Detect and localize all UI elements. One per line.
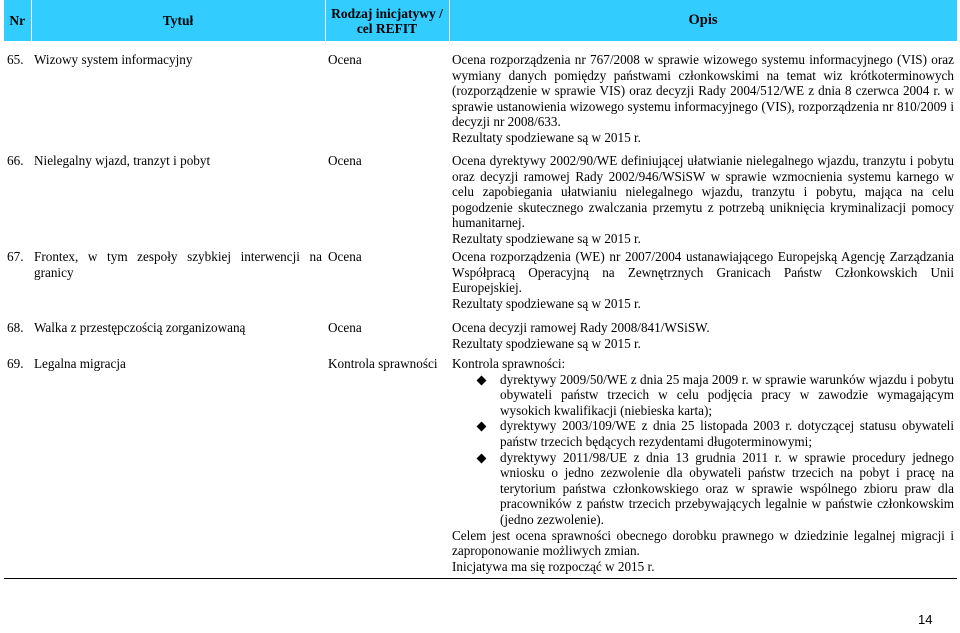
description-text: Ocena rozporządzenia (WE) nr 2007/2004 ustanawiającego Europejską Agencję Zarządzania Współpracą Operacyjną na Zewnętrznych Granicach Państw Członkowskich Unii Europejskiej.	[452, 249, 954, 296]
bullet-diamond-icon	[477, 375, 487, 385]
row-description	[449, 247, 957, 318]
row-nr: 69.	[4, 354, 31, 579]
list-item-text: dyrektywy 2003/109/WE z dnia 25 listopada 2003 r. dotyczącej statusu obywateli państw trzecich będących rezydentami długoterminowymi;	[500, 418, 954, 449]
row-type: Ocena	[328, 320, 362, 335]
row-title: Wizowy system informacyjny	[34, 52, 193, 67]
row-description	[449, 151, 957, 247]
row-description	[449, 318, 957, 354]
row-description	[449, 354, 957, 579]
row-type: Ocena	[328, 52, 362, 67]
start-note: Inicjatywa ma się rozpocząć w 2015 r.	[452, 558, 655, 574]
row-type: Kontrola sprawności	[325, 354, 449, 579]
list-item	[500, 372, 954, 419]
header-rodzaj	[325, 0, 449, 41]
table-row	[4, 151, 957, 247]
row-type: Ocena	[328, 249, 362, 264]
bullet-list	[452, 372, 954, 528]
table-row	[4, 41, 957, 151]
results-note: Rezultaty spodziewane są w 2015 r.	[452, 230, 641, 246]
row-nr: 66.	[7, 153, 24, 168]
row-title: Walka z przestępczością zorganizowaną	[34, 320, 246, 335]
row-title: Legalna migracja	[31, 354, 325, 579]
header-rodzaj-line1: Rodzaj inicjatywy /	[331, 5, 443, 21]
table-row	[4, 318, 957, 354]
initiatives-table	[4, 0, 958, 579]
description-text: Celem jest ocena sprawności obecnego dorobku prawnego w dziedzinie legalnej migracji i zaproponowanie możliwych zmian.	[452, 527, 954, 559]
row-nr: 65.	[7, 52, 24, 67]
description-text: Ocena decyzji ramowej Rady 2008/841/WSiSW.	[452, 320, 710, 335]
results-note: Rezultaty spodziewane są w 2015 r.	[452, 129, 641, 145]
list-item	[500, 418, 954, 449]
header-tytul: Tytuł	[31, 0, 325, 41]
description-text: Ocena rozporządzenia nr 767/2008 w sprawie wizowego systemu informacyjnego (VIS) oraz wymiany danych pomiędzy państwami członkowskimi na temat wiz krótkoterminowych (rozporządzenie w sprawie VIS) oraz decyzji Rady 2004/512/WE z dnia 8 czerwca 2004 r. w sprawie ustanowienia wizowego systemu informacyjnego (VIS), rozporządzenia nr 810/2009 i decyzji nr 2008/633.	[452, 52, 954, 130]
row-nr: 68.	[7, 320, 24, 335]
description-text: Ocena dyrektywy 2002/90/WE definiującej ułatwianie nielegalnego wjazdu, tranzytu i pobytu oraz decyzji ramowej Rady 2002/946/WSiSW w sprawie wzmocnienia systemu karnego w celu zapobiegania ułatwianiu nielegalnego wjazdu, tranzytu i pobytu, mająca na celu pogodzenie skutecznego zwalczania przemytu z potrzebą uniknięcia kryminalizacji pomocy humanitarnej.	[452, 153, 954, 231]
row-description	[449, 41, 957, 151]
header-nr: Nr	[4, 0, 31, 41]
page-number: 14	[918, 612, 933, 627]
results-note: Rezultaty spodziewane są w 2015 r.	[452, 335, 641, 351]
row-type: Ocena	[328, 153, 362, 168]
list-item-text: dyrektywy 2009/50/WE z dnia 25 maja 2009 r. w sprawie warunków wjazdu i pobytu obywateli państw trzecich w celu podjęcia pracy w zawodzie wymagającym wysokich kwalifikacji (niebieska karta);	[500, 371, 954, 418]
bullet-diamond-icon	[477, 422, 487, 432]
row-nr: 67.	[7, 249, 24, 264]
bullet-diamond-icon	[477, 453, 487, 463]
header-opis: Opis	[449, 0, 957, 41]
description-intro: Kontrola sprawności:	[452, 356, 566, 371]
row-title: Nielegalny wjazd, tranzyt i pobyt	[34, 153, 211, 168]
table-row	[4, 354, 957, 579]
table-header-row	[4, 0, 957, 41]
header-rodzaj-line2: cel REFIT	[356, 20, 418, 36]
table-row	[4, 247, 957, 318]
results-note: Rezultaty spodziewane są w 2015 r.	[452, 295, 641, 311]
row-title: Frontex, w tym zespoły szybkiej interwencji na granicy	[34, 249, 322, 280]
list-item-text: dyrektywy 2011/98/UE z dnia 13 grudnia 2011 r. w sprawie procedury jednego wniosku o jedno zezwolenie dla obywateli państw trzecich na pobyt i pracę na terytorium państwa członkowskiego oraz w sprawie wspólnego zbioru praw dla pracowników z państw trzecich przebywających legalnie w państwie członkowskim (jedno zezwolenie).	[500, 449, 954, 527]
list-item	[500, 450, 954, 528]
